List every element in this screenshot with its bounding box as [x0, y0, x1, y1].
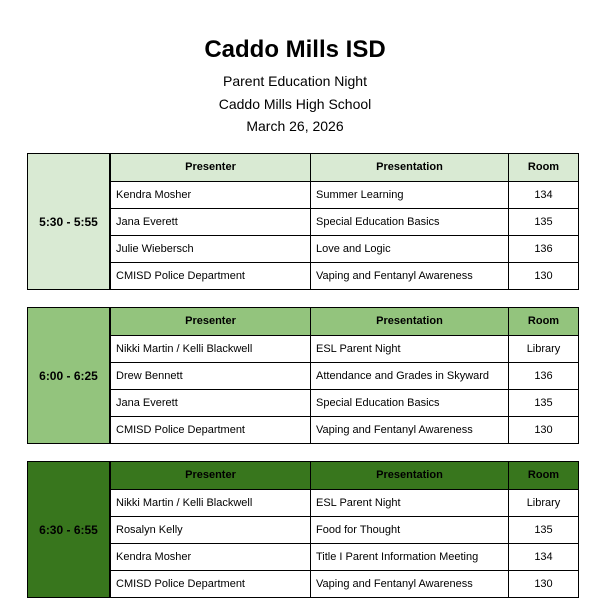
table-row [111, 262, 579, 289]
room-cell: Library [509, 335, 579, 362]
room-cell: 130 [509, 570, 579, 597]
presenter-cell: Jana Everett [111, 389, 311, 416]
presenter-cell: Kendra Mosher [111, 181, 311, 208]
table-row [111, 235, 579, 262]
session-time: 6:30 - 6:55 [28, 462, 110, 597]
table-row [111, 389, 579, 416]
presenter-cell: Kendra Mosher [111, 543, 311, 570]
presentation-cell: Vaping and Fentanyl Awareness [311, 262, 509, 289]
session-time: 6:00 - 6:25 [28, 308, 110, 443]
presentation-cell: ESL Parent Night [311, 335, 509, 362]
presentation-cell: Love and Logic [311, 235, 509, 262]
presenter-cell: Rosalyn Kelly [111, 516, 311, 543]
table-row [111, 181, 579, 208]
event-date: March 26, 2026 [246, 118, 344, 134]
presentation-cell: Special Education Basics [311, 208, 509, 235]
session-time: 5:30 - 5:55 [28, 154, 110, 289]
session-block-3 [27, 461, 579, 598]
column-header-room: Room [509, 154, 579, 181]
room-cell: 135 [509, 516, 579, 543]
room-cell: 130 [509, 262, 579, 289]
session-block-1 [27, 153, 579, 290]
table-row [111, 570, 579, 597]
presentation-cell: Food for Thought [311, 516, 509, 543]
session-table [110, 462, 578, 597]
table-header-row [111, 462, 579, 489]
session-block-2 [27, 307, 579, 444]
presentation-cell: Attendance and Grades in Skyward [311, 362, 509, 389]
session-table [110, 154, 578, 289]
session-table [110, 308, 578, 443]
presenter-cell: CMISD Police Department [111, 262, 311, 289]
column-header-presentation: Presentation [311, 154, 509, 181]
table-row [111, 489, 579, 516]
page-title: Caddo Mills ISD [204, 36, 386, 63]
presenter-cell: Jana Everett [111, 208, 311, 235]
document-header [0, 30, 590, 138]
table-row [111, 335, 579, 362]
table-header-row [111, 154, 579, 181]
table-header-row [111, 308, 579, 335]
presentation-cell: Title I Parent Information Meeting [311, 543, 509, 570]
column-header-presentation: Presentation [311, 462, 509, 489]
presenter-cell: Drew Bennett [111, 362, 311, 389]
column-header-presentation: Presentation [311, 308, 509, 335]
column-header-presenter: Presenter [111, 462, 311, 489]
presentation-cell: Vaping and Fentanyl Awareness [311, 570, 509, 597]
room-cell: 135 [509, 208, 579, 235]
room-cell: 134 [509, 543, 579, 570]
presenter-cell: Julie Wiebersch [111, 235, 311, 262]
presenter-cell: Nikki Martin / Kelli Blackwell [111, 335, 311, 362]
room-cell: 135 [509, 389, 579, 416]
presentation-cell: ESL Parent Night [311, 489, 509, 516]
room-cell: 130 [509, 416, 579, 443]
column-header-presenter: Presenter [111, 308, 311, 335]
room-cell: 136 [509, 362, 579, 389]
column-header-room: Room [509, 462, 579, 489]
table-row [111, 362, 579, 389]
room-cell: Library [509, 489, 579, 516]
event-name: Parent Education Night [223, 73, 367, 89]
room-cell: 134 [509, 181, 579, 208]
event-location: Caddo Mills High School [218, 95, 372, 112]
column-header-presenter: Presenter [111, 154, 311, 181]
presentation-cell: Special Education Basics [311, 389, 509, 416]
room-cell: 136 [509, 235, 579, 262]
presenter-cell: CMISD Police Department [111, 416, 311, 443]
presenter-cell: Nikki Martin / Kelli Blackwell [111, 489, 311, 516]
table-row [111, 416, 579, 443]
table-row [111, 208, 579, 235]
column-header-room: Room [509, 308, 579, 335]
table-row [111, 543, 579, 570]
presentation-cell: Summer Learning [311, 181, 509, 208]
table-row [111, 516, 579, 543]
presentation-cell: Vaping and Fentanyl Awareness [311, 416, 509, 443]
presenter-cell: CMISD Police Department [111, 570, 311, 597]
